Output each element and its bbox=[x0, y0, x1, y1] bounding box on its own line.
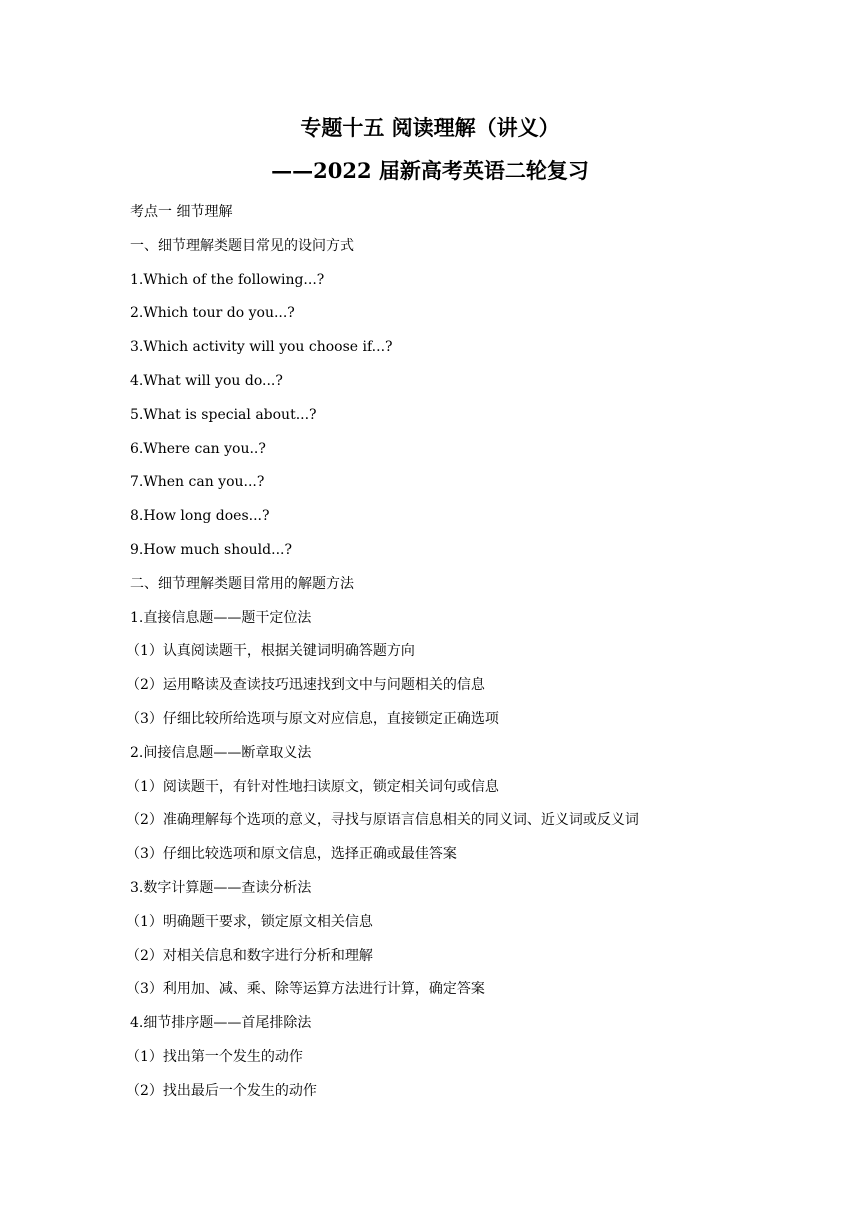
method-heading: 2.间接信息题——断章取义法 bbox=[130, 744, 312, 761]
method-step: （2）对相关信息和数字进行分析和理解 bbox=[126, 947, 373, 964]
document-title: 专题十五 阅读理解（讲义） bbox=[300, 115, 560, 140]
question-pattern: 1.Which of the following...? bbox=[130, 271, 325, 288]
question-pattern: 2.Which tour do you...? bbox=[130, 305, 295, 322]
question-pattern: 7.When can you...? bbox=[130, 474, 265, 491]
method-heading: 1.直接信息题——题干定位法 bbox=[130, 609, 312, 626]
method-step: （3）仔细比较所给选项与原文对应信息，直接锁定正确选项 bbox=[126, 710, 499, 727]
question-pattern: 4.What will you do...? bbox=[130, 372, 283, 389]
method-step: （1）认真阅读题干，根据关键词明确答题方向 bbox=[126, 643, 415, 660]
question-pattern: 3.Which activity will you choose if...? bbox=[130, 339, 393, 356]
document-subtitle: ——2022 届新高考英语二轮复习 bbox=[271, 158, 589, 183]
method-step: （3）仔细比较选项和原文信息，选择正确或最佳答案 bbox=[126, 846, 457, 863]
subsection-heading: 二、细节理解类题目常用的解题方法 bbox=[130, 575, 354, 592]
method-heading: 4.细节排序题——首尾排除法 bbox=[130, 1015, 312, 1032]
question-pattern: 8.How long does...? bbox=[130, 508, 270, 525]
method-heading: 3.数字计算题——查读分析法 bbox=[130, 879, 312, 896]
document-body bbox=[126, 202, 750, 1115]
section-heading: 考点一 细节理解 bbox=[130, 204, 233, 220]
method-step: （1）找出第一个发生的动作 bbox=[126, 1048, 303, 1065]
method-step: （2）找出最后一个发生的动作 bbox=[126, 1082, 317, 1099]
method-step: （1）阅读题干，有针对性地扫读原文，锁定相关词句或信息 bbox=[126, 778, 499, 795]
method-step: （3）利用加、减、乘、除等运算方法进行计算，确定答案 bbox=[126, 981, 485, 998]
question-pattern: 9.How much should...? bbox=[130, 541, 292, 558]
method-step: （1）明确题干要求，锁定原文相关信息 bbox=[126, 913, 373, 930]
subsection-heading: 一、细节理解类题目常见的设问方式 bbox=[130, 237, 354, 254]
method-step: （2）运用略读及查读技巧迅速找到文中与问题相关的信息 bbox=[126, 677, 485, 694]
question-pattern: 5.What is special about...? bbox=[130, 406, 317, 423]
method-step: （2）准确理解每个选项的意义，寻找与原语言信息相关的同义词、近义词或反义词 bbox=[126, 812, 639, 829]
question-pattern: 6.Where can you..? bbox=[130, 440, 266, 457]
